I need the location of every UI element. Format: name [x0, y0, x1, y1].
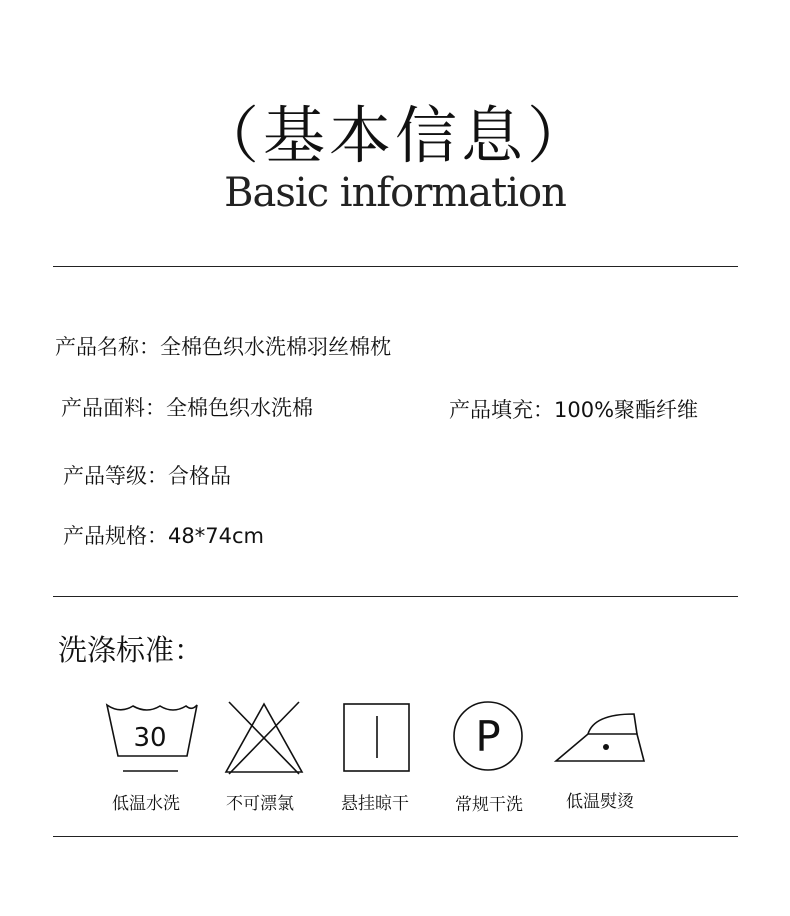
icon-label-hang-dry: 悬挂晾干	[341, 794, 409, 814]
icon-label-dry-clean: 常规干洗	[455, 795, 523, 815]
care-section-title: 洗涤标准：	[58, 633, 204, 667]
info-product-grade: 产品等级：合格品	[63, 464, 231, 488]
wash-30-icon	[100, 698, 200, 778]
icon-label-wash: 低温水洗	[112, 794, 180, 814]
hang-dry-icon	[327, 698, 427, 778]
info-product-size: 产品规格：48*74cm	[63, 524, 264, 548]
title-english: Basic information	[224, 170, 566, 216]
divider-bottom	[53, 836, 738, 837]
divider-middle	[53, 596, 738, 597]
wash-temp-label: 30	[133, 723, 167, 753]
info-product-filling: 产品填充：100%聚酯纤维	[449, 398, 699, 422]
icon-label-low-iron: 低温熨烫	[566, 792, 634, 812]
no-bleach-icon	[214, 698, 314, 778]
title-chinese: （基本信息）	[196, 99, 593, 172]
icon-label-no-bleach: 不可漂氯	[226, 794, 294, 814]
dry-clean-p-icon	[438, 698, 538, 778]
dry-clean-letter: P	[475, 712, 501, 761]
low-iron-icon	[552, 698, 652, 778]
info-product-name: 产品名称：全棉色织水洗棉羽丝棉枕	[55, 335, 391, 359]
divider-top	[53, 266, 738, 267]
info-product-fabric: 产品面料：全棉色织水洗棉	[61, 396, 313, 420]
